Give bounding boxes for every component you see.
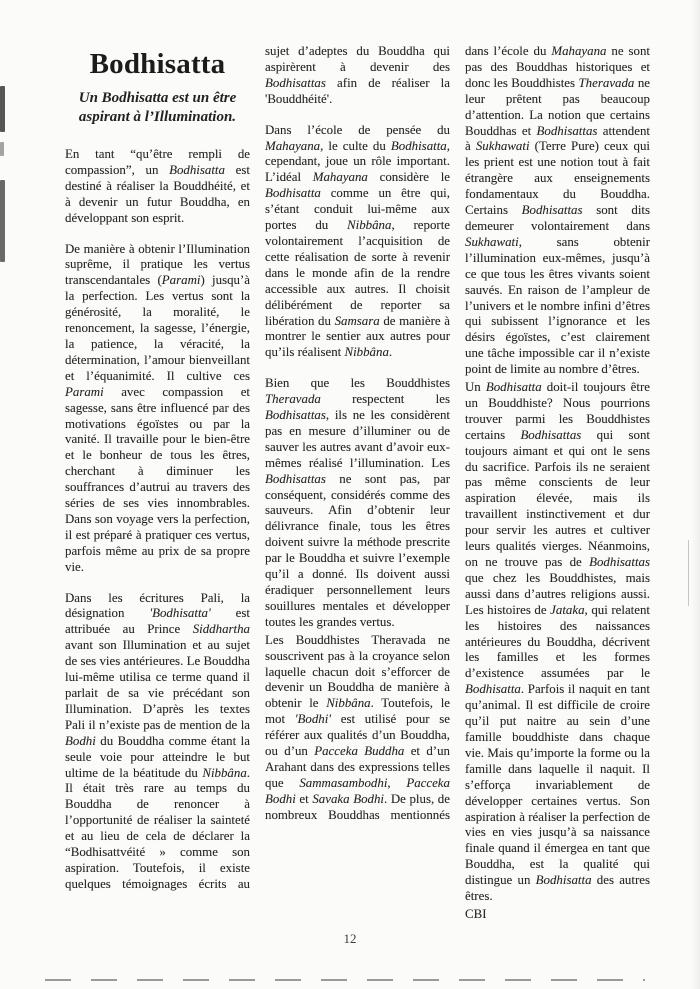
italic-term: Bodhisatta xyxy=(265,186,321,201)
italic-term: Bodhisatta xyxy=(535,873,592,888)
text-run: est utilisé pour se référer aux qualités d’un Bouddha, ou d’un xyxy=(265,712,450,759)
text-column-3 xyxy=(465,44,650,925)
text-run: . xyxy=(388,345,393,360)
paragraph xyxy=(465,907,650,923)
italic-term: Mahayana xyxy=(265,138,321,153)
text-run: Dans les écritures Pali, la désignation xyxy=(65,590,250,621)
italic-term: Nibbâna xyxy=(326,696,371,711)
text-run: qui sont toujours aimant et qui ont le sens du sacrifice. Parfois ils ne seraient pas même conscients de leur aspiration élevée, mais ils travaillent instinctivement et dur pour servir les autres et cultiver leurs qualités vierges. Néanmoins, on ne trouve pas de xyxy=(465,427,650,569)
text-column-2 xyxy=(265,44,450,925)
italic-term: Nibbâna xyxy=(344,345,389,360)
text-run: . Toutefois, le mot xyxy=(265,696,451,727)
text-run: , qui relatent les histoires des naissances antérieures du Bouddha, décrivent les familles et les formes d’existence assumées par le xyxy=(465,602,650,681)
italic-term: Theravada xyxy=(578,75,635,90)
text-run: et xyxy=(295,791,313,806)
paragraph xyxy=(65,147,250,227)
italic-term: Sammasambodhi xyxy=(299,775,388,790)
text-run: de manière à montrer le sentier aux autres pour qu’ils réalisent xyxy=(265,313,450,360)
text-run: considère le xyxy=(367,170,450,185)
text-run: est destiné à réaliser la Bouddhéité, et à devenir un futur Bouddha, en développant son esprit. xyxy=(65,162,250,225)
italic-term: Pacceka Bodhi xyxy=(265,775,450,806)
text-run: comme un être qui, s’étant conduit lui-même aux portes du xyxy=(265,186,450,233)
text-run: En tant “qu’être rempli de compassion”, un xyxy=(65,147,250,177)
paragraph xyxy=(265,44,450,108)
scan-artifact-bottom-line xyxy=(45,979,645,981)
column-1-paragraphs xyxy=(65,147,250,893)
text-run: ne sont pas, par conséquent, considérés comme des sauveurs. Afin d’obtenir leur délivrance finale, tous les êtres doivent suivre la méthode prescrite par le Bouddha et suivre l’exemple qu’il a donné. Ils doivent aussi éradiquer personnellement leurs souillures mentales et développer toutes les grandes vertus. xyxy=(265,471,450,629)
italic-term: Sukhawati xyxy=(465,234,519,249)
paragraph xyxy=(465,44,650,378)
text-run: que chez les Bouddhistes, mais aussi dans d’autres religions aussi. Les histoires de xyxy=(465,570,650,617)
text-run: doit-il toujours être un Bouddhiste? Nous pourrions trouver parmi les Bouddhistes certains xyxy=(465,380,650,442)
italic-term: Savaka Bodhi xyxy=(312,791,384,806)
text-run: . De plus, de nombreux Bouddhas mentionnés xyxy=(265,791,450,822)
italic-term: Bodhisattas xyxy=(536,123,598,138)
italic-term: Parami xyxy=(65,384,104,399)
italic-term: Samsara xyxy=(334,313,380,328)
text-run: De manière à obtenir l’Illumination suprême, il pratique les vertus transcendantales ( xyxy=(65,241,250,288)
text-run: , cependant, joue un rôle important. L’idéal xyxy=(265,138,450,185)
italic-term: Mahayana xyxy=(551,44,607,58)
italic-term: Mahayana xyxy=(312,170,368,185)
paragraph xyxy=(265,123,450,362)
text-run: Les Bouddhistes Theravada ne souscrivent pas à la croyance selon laquelle chacun doit s’efforcer de devenir un Bouddha de manière à obtenir le xyxy=(265,632,450,711)
italic-term: Siddhartha xyxy=(192,622,250,637)
italic-term: Nibbâna xyxy=(202,765,247,780)
scan-artifact-left-mark xyxy=(0,86,5,132)
text-run: Dans l’école de pensée du xyxy=(265,122,450,137)
text-run: , le culte du xyxy=(320,138,391,153)
italic-term: Bodhisatta xyxy=(485,380,542,395)
text-run: du Bouddha comme étant la seule voie pour atteindre le but ultime de la béatitude du xyxy=(65,733,250,780)
text-run: et d’un Arahant dans des expressions telles que xyxy=(265,744,450,790)
text-run: , ils ne les considèrent pas en mesure d’illuminer ou de sauver les autres avant d’avoir eux-mêmes réalisé l’illumination. Les xyxy=(265,408,450,470)
text-run: CBI xyxy=(465,906,487,921)
scan-artifact-left-mark xyxy=(0,180,5,262)
text-run: sujet d’adeptes du Bouddha qui aspirèrent à devenir des xyxy=(265,44,450,74)
italic-term: Bodhisattas xyxy=(520,427,582,442)
text-run: . Parfois il naquit en tant qu’animal. Il est difficile de croire qu’il put naitre au sein d’une famille bouddhiste dans chaque vie. Mais qu’importe la forme ou la famille dans laquelle il naquit. Il s’efforça invariablement de développer certaines vertus. Son aspiration à réaliser la perfection de vies en vies jusqu’à sa naissance finale quand il émergea en tant que Bouddha, est la qualité qui distingue un xyxy=(465,682,650,888)
text-run: Un xyxy=(465,380,486,395)
text-run: attendent à xyxy=(465,123,650,154)
paragraph xyxy=(65,242,250,576)
italic-term: Bodhisatta xyxy=(390,138,447,153)
text-run: ne sont pas des Bouddhas historiques et donc les Bouddhistes xyxy=(465,44,650,90)
article-subtitle: Un Bodhisatta est un être aspirant à l’Illumination. xyxy=(78,90,237,125)
italic-term: Bodhisattas xyxy=(521,203,583,218)
text-run: avant son Illumination et au sujet de ses vies antérieures. Le Bouddha lui-même utilisa ce terme quand il parlait de sa vie précédant son Illumination. D’après les textes Pali il n’existe pas de mention de la xyxy=(65,638,250,732)
italic-term: Theravada xyxy=(265,392,321,407)
text-run: ne leur prêtent pas beaucoup d’attention. La notion que certains Bouddhas et xyxy=(465,75,651,138)
text-run: Bien que les Bouddhistes xyxy=(265,376,450,391)
column-3-paragraphs xyxy=(465,44,650,923)
italic-term: Bodhi xyxy=(65,733,96,748)
paragraph xyxy=(265,376,450,631)
italic-term: Bodhisatta xyxy=(465,682,521,697)
text-run: sont dits demeurer volontairement dans xyxy=(465,203,650,233)
text-run: , sans obtenir l’illumination eux-mêmes, jusqu’à ce que tous les êtres vivants soient sauvés. En raison de l’ampleur de l’univers et le nombre infini d’êtres qui subissent l’ignorance et les désirs égoïstes, c’est clairement une tâche impossible car il n’existe point de limite au nombre d’êtres. xyxy=(465,234,650,377)
text-run: afin de réaliser la 'Bouddhéité'. xyxy=(265,75,450,106)
text-run: est attribuée au Prince xyxy=(65,606,250,637)
text-run: . Il était très rare au temps du Bouddha de renoncer à l’opportunité de réaliser la sainteté et au lieu de cela de déclarer la “Bodhisattvéité » comme son aspiration. Toutefois, il existe quelques témoignages écrits au xyxy=(65,765,250,891)
text-run: , reporte volontairement l’acquisition de cette réalisation de sorte à revenir dans le monde afin de la rendre accessible aux autres. Il choisit délibérément de reporter sa libération du xyxy=(265,218,450,328)
italic-term: Nibbâna xyxy=(347,218,392,233)
text-run: (Terre Pure) ceux qui les prient est une notion tout à fait étrangère aux enseignements fondamentaux du Bouddha. Certains xyxy=(465,139,650,218)
text-run: respectent les xyxy=(320,392,450,407)
italic-term: Pacceka Buddha xyxy=(314,744,405,759)
paragraph xyxy=(265,633,450,824)
italic-term: Parami xyxy=(161,273,201,288)
italic-term: Bodhisatta xyxy=(169,162,225,177)
column-2-paragraphs xyxy=(265,44,450,824)
scan-artifact-left-mark xyxy=(0,142,4,156)
italic-term: 'Bodhi' xyxy=(294,712,332,727)
italic-term: Bodhisattas xyxy=(589,555,650,569)
paragraph xyxy=(465,380,650,905)
page-number: 12 xyxy=(343,931,357,946)
article-columns xyxy=(65,44,650,925)
text-run: avec compassion et sagesse, sans être influencé par des motivations égoïstes ou par la vanité. Il travaille pour le bien-être et le bonheur de tous les êtres, cherchant à diminuer les souffrances d’autrui au travers des séries de ses vies innombrables. Dans son voyage vers la perfection, il est préparé à pratiquer ces vertus, parfois même au prix de sa propre vie. xyxy=(65,384,250,574)
italic-term: Bodhisattas xyxy=(265,75,326,90)
text-column-1 xyxy=(65,44,250,925)
italic-term: Jataka xyxy=(550,602,585,617)
text-run: dans l’école du xyxy=(465,44,552,58)
italic-term: 'Bodhisatta' xyxy=(149,606,211,621)
article-title: Bodhisatta xyxy=(89,48,226,80)
italic-term: Sukhawati xyxy=(475,139,530,154)
scan-artifact-right-mark xyxy=(688,540,689,606)
italic-term: Bodhisattas xyxy=(265,471,326,486)
italic-term: Bodhisattas xyxy=(265,408,326,423)
scan-artifact-right-shade xyxy=(691,0,700,989)
text-run: ) jusqu’à la perfection. Les vertus sont la générosité, la moralité, le renoncement, la sagesse, l’énergie, la patience, la véracité, la détermination, l’amour bienveillant et l’équanimité. Il cultive ces xyxy=(65,273,251,383)
paragraph xyxy=(65,591,250,893)
text-run: , xyxy=(387,775,407,790)
text-run: des autres êtres. xyxy=(465,873,650,904)
